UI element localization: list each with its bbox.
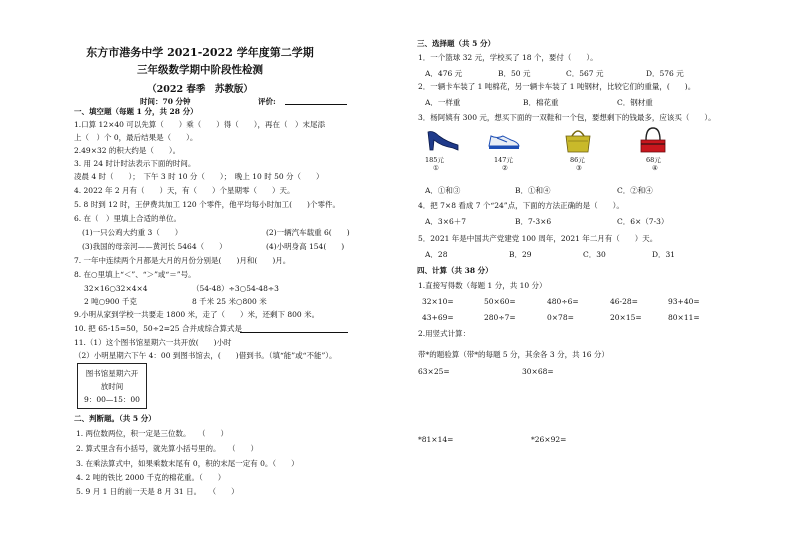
choice-option[interactable]: B．①和④	[515, 186, 551, 195]
fill-line: 8. 在○里填上“＜”、“＞”或“＝”号。	[74, 270, 196, 279]
calc-subtitle: 1.直接写得数（每题 1 分，共 10 分）	[418, 281, 547, 290]
oral-calc-item: 32×10=	[422, 297, 454, 306]
fill-line: 上（ ）个 0，最后结果是（ ）。	[74, 133, 198, 142]
library-hours-box	[77, 363, 147, 409]
item-number: ④	[652, 164, 658, 172]
oral-calc-item: 280÷7=	[484, 313, 516, 322]
price-label: 86元	[570, 156, 585, 164]
choice-option[interactable]: C．6×（7-3）	[617, 217, 669, 226]
oral-calc-item: 480÷6=	[547, 297, 579, 306]
compare-item: 32×16○32×4×4	[84, 284, 148, 293]
judge-item: 4. 2 吨的铁比 2000 千克的棉花重。（ ）	[76, 473, 226, 482]
fill-line: 5. 8 时到 12 时，王伊费共加工 120 个零件，他平均每小时加工( )个零件。	[74, 200, 340, 209]
choice-question: 5．2021 年是中国共产党建党 100 周年，2021 年二月有（ ）天。	[418, 234, 658, 243]
judge-item: 5. 9 月 1 日的前一天是 8 月 31 日。 （ ）	[76, 487, 239, 496]
choice-question: 4．把 7×8 看成 7 个“24”点，下面的方法正确的是（ ）。	[418, 201, 624, 210]
judge-item: 2. 算式里含有小括号，就先算小括号里的。 （ ）	[76, 444, 259, 453]
library-hours-line: 图书馆星期六开	[85, 369, 139, 378]
fill-line: 6. 在（ ）里填上合适的单位。	[74, 214, 182, 223]
choice-option[interactable]: A．一样重	[425, 98, 461, 107]
choice-option[interactable]: A．28	[425, 250, 448, 259]
fill-line: （2）小明星期六下午 4：00 到图书馆去，( )借到书。（填“能”或“不能”）。	[74, 351, 337, 360]
judge-item: 3. 在乘法算式中，如果乘数末尾有 0，积的末尾一定有 0。（ ）	[76, 459, 299, 468]
vertical-calc-item: 30×68=	[522, 367, 554, 376]
judge-item: 1. 两位数两位，积一定是三位数。 （ ）	[76, 429, 229, 438]
item-number: ③	[576, 164, 582, 172]
time-label: 时间：70 分钟	[140, 97, 191, 106]
library-hours-line: 9：00—15：00	[84, 395, 140, 404]
fill-line: 3. 用 24 时计时法表示下面的时间。	[74, 159, 196, 168]
item-number: ②	[502, 164, 508, 172]
choice-option[interactable]: C．②和④	[617, 186, 653, 195]
price-label: 68元	[646, 156, 661, 164]
oral-calc-item: 93+40=	[668, 297, 700, 306]
fill-line: 7. 一年中连续两个月都是大月的月份分别是( )月和( )月。	[74, 256, 291, 265]
compare-item: 2 吨○900 千克	[84, 297, 137, 306]
oral-calc-item: 20×15=	[610, 313, 642, 322]
library-hours-line: 放时间	[100, 382, 124, 391]
sneaker-icon	[487, 130, 521, 152]
score-blank[interactable]	[285, 104, 347, 105]
choice-option[interactable]: B．棉花重	[523, 98, 559, 107]
fill-line: 9.小明从家到学校一共要走 1800 米，走了（ ）米，还剩下 800 米。	[74, 310, 320, 319]
answer-blank[interactable]	[240, 332, 348, 333]
vertical-calc-item: *26×92=	[531, 435, 567, 444]
unit-item: (1)一只公鸡大约重 3（ ）	[82, 228, 183, 237]
edition-label: （2022 春季 苏教版）	[147, 84, 253, 95]
price-label: 147元	[494, 156, 513, 164]
fill-line: 2.49×32 的积大约是（ ）。	[74, 146, 181, 155]
choice-option[interactable]: A．3×6＋7	[425, 217, 467, 226]
fill-line: 1.口算 12×40 可以先算（ ）乘（ ）得（ ），再在（ ）末尾添	[74, 120, 326, 129]
oral-calc-item: 50×60=	[484, 297, 516, 306]
high-heel-shoe-icon	[425, 128, 461, 154]
fill-line: 10. 把 65-15=50，50÷2=25 合并成综合算式是	[74, 324, 242, 333]
fill-line: 4. 2022 年 2 月有（ ）天，有（ ）个星期零（ ）天。	[74, 186, 295, 195]
choice-question: 2．一辆卡车装了 1 吨棉花，另一辆卡车装了 1 吨钢材，比较它们的重量，( )。	[418, 82, 696, 91]
fill-line: 11.（1）这个图书馆星期六一共开放( )小时	[74, 338, 232, 347]
unit-item: (4)小明身高 154( )	[266, 242, 345, 251]
choice-option[interactable]: C．567 元	[566, 69, 604, 78]
choice-option[interactable]: D．576 元	[646, 69, 684, 78]
unit-item: (3)我国的母亲河——黄河长 5464（ ）	[82, 242, 227, 251]
choice-option[interactable]: A．476 元	[425, 69, 463, 78]
oral-calc-item: 46-28=	[610, 297, 638, 306]
section4-title: 四、计算（共 38 分）	[417, 266, 493, 275]
oral-calc-item: 43+69=	[422, 313, 454, 322]
choice-option[interactable]: B．50 元	[498, 69, 531, 78]
section1-title: 一、填空题（每题 1 分，共 28 分）	[74, 107, 198, 116]
handbag-icon	[563, 126, 593, 154]
compare-item: （54-48）÷3○54-48÷3	[192, 284, 279, 293]
choice-option[interactable]: D．31	[652, 250, 676, 259]
item-number: ①	[433, 164, 439, 172]
vertical-calc-item: *81×14=	[418, 435, 454, 444]
calc-subtitle: 2.用竖式计算：	[418, 329, 471, 338]
school-title: 东方市港务中学 2021-2022 学年度第二学期	[86, 46, 314, 59]
oral-calc-item: 0×78=	[547, 313, 574, 322]
choice-question: 3．杨阿姨有 300 元，想买下面的一双鞋和一个包，要想剩下的钱最多，应该买（ ）。	[418, 113, 716, 122]
red-bag-icon	[638, 126, 668, 154]
vertical-calc-item: 63×25=	[418, 367, 450, 376]
choice-option[interactable]: C．钢材重	[617, 98, 653, 107]
choice-option[interactable]: B．29	[509, 250, 532, 259]
fill-line: 凌晨 4 时（ ）； 下午 3 时 10 分（ ）； 晚上 10 时 50 分（ ）	[74, 172, 324, 181]
compare-item: 8 千米 25 米○800 米	[192, 297, 267, 306]
price-label: 185元	[425, 156, 444, 164]
choice-option[interactable]: A．①和③	[425, 186, 461, 195]
choice-option[interactable]: B．7-3×6	[515, 217, 552, 226]
section2-title: 二、判断题。（共 5 分）	[74, 414, 156, 423]
unit-item: (2)一辆汽车载重 6( )	[266, 228, 350, 237]
score-label: 评价:	[258, 97, 276, 106]
choice-question: 1．一个篮球 32 元，学校买了 18 个，要付（ ）。	[418, 53, 598, 62]
choice-option[interactable]: C．30	[583, 250, 606, 259]
oral-calc-item: 80×11=	[668, 313, 700, 322]
section3-title: 三、选择题（共 5 分）	[417, 39, 495, 48]
exam-title: 三年级数学期中阶段性检测	[137, 64, 263, 76]
calc-subtitle: 带*的题验算（带*的每题 5 分，其余各 3 分，共 16 分）	[418, 350, 609, 359]
